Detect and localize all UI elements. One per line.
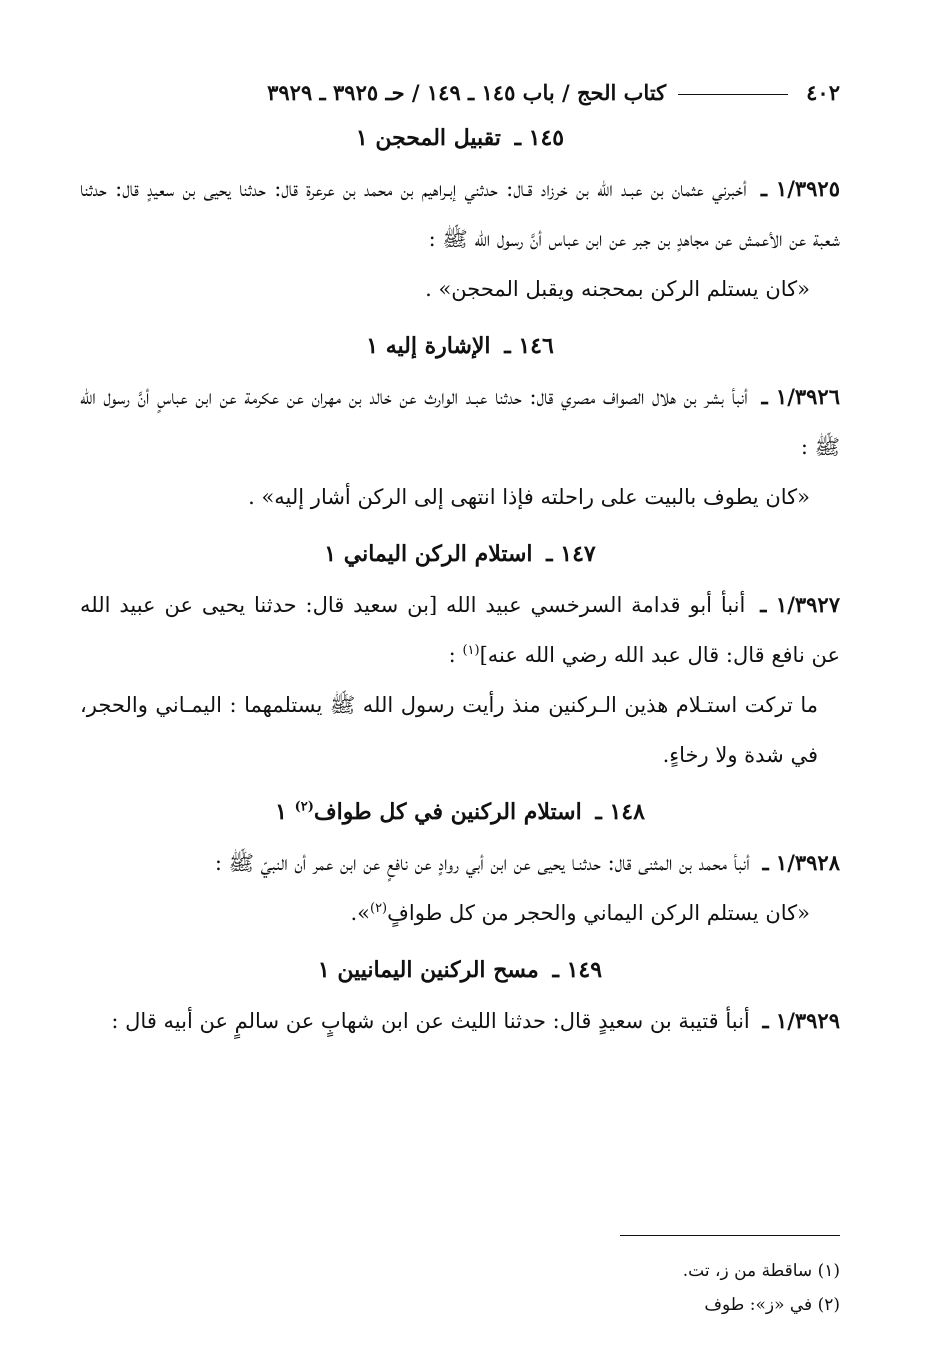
footnote-marker[interactable]: (٢) [294, 799, 314, 815]
footnote-2: (٢) في «ز»: طوف [704, 1295, 840, 1315]
hadith-isnad [80, 838, 840, 888]
hadith-matn: «كان يستلم الركن بمحجنه ويقبل المحجن» . [425, 277, 810, 301]
chapter-147 [80, 536, 840, 780]
page-number: ٤٠٢ [806, 79, 840, 105]
hadith-number: ١/٣٩٢٧ ـ [760, 592, 840, 617]
hadith-matn [80, 888, 810, 938]
footnote-separator [620, 1235, 840, 1236]
chapter-title-end: ١ [275, 799, 295, 825]
chapter-heading [80, 120, 840, 156]
isnad-end: : [448, 643, 463, 667]
hadith-isnad [80, 996, 840, 1046]
chapter-number: ١٤٨ ـ [595, 799, 645, 825]
chapter-number: ١٤٧ ـ [546, 541, 596, 567]
chapter-148 [80, 794, 840, 938]
chapter-title: مسح الركنين اليمانيين ١ [317, 957, 539, 983]
footnote-marker[interactable]: (١) [462, 643, 480, 658]
hadith-number: ١/٣٩٢٨ ـ [762, 850, 840, 875]
matn-end: ». [350, 901, 370, 925]
chapter-title: استلام الركن اليماني ١ [324, 541, 533, 567]
chapter-title: استلام الركنين في كل طواف [313, 799, 582, 825]
hadith-matn: ما تركت استـلام هذين الـركنين منذ رأيت رسول الله ﷺ يستلمهما : اليمـاني والحجر، في شدة ولا رخاءٍ. [80, 693, 818, 767]
chapter-149 [80, 952, 840, 1046]
hadith-isnad [80, 164, 840, 264]
chapter-145 [80, 120, 840, 314]
footnote-1: (١) ساقطة من ز، تت. [682, 1261, 840, 1281]
footnotes [80, 1254, 840, 1322]
isnad-text: أنبأ بشر بن هلال الصواف مصري قال: حدثنا عبـد الوارث عن خالد بن مهران عن عكرمة عن ابن عباسٍ أنَّ رسول الله ﷺ : [80, 385, 840, 459]
hadith-number: ١/٣٩٢٩ ـ [762, 1008, 840, 1033]
chapter-heading [80, 952, 840, 988]
matn-text: «كان يستلم الركن اليماني والحجر من كل طوافٍ [387, 901, 810, 925]
book-page [80, 0, 840, 1357]
chapter-number: ١٤٥ ـ [514, 125, 565, 151]
header-rule [678, 94, 788, 95]
isnad-text: أخبرني عثمان بن عبـد الله بن خرزاد قـال: حدثني إبـراهيم بن محمد بن عرعرة قال: حدثنا يحيى بن سعيدٍ قال: حدثنا شعبة عن الأعمش عن مجاهدٍ بن جبر عن ابن عباس أنَّ رسول الله ﷺ : [80, 177, 840, 251]
running-title: كتاب الحج / باب ١٤٥ ـ ١٤٩ / حـ ٣٩٢٥ ـ ٣٩٢٩ [267, 79, 667, 105]
hadith-matn: «كان يطوف بالبيت على راحلته فإذا انتهى إلى الركن أشار إليه» . [248, 485, 810, 509]
hadith-number: ١/٣٩٢٦ ـ [761, 384, 840, 409]
chapter-number: ١٤٦ ـ [504, 333, 554, 359]
chapter-title: تقبيل المحجن ١ [355, 125, 501, 151]
chapter-title: الإشارة إليه ١ [366, 333, 491, 359]
chapter-146 [80, 328, 840, 522]
hadith-isnad [80, 372, 840, 472]
chapter-number: ١٤٩ ـ [552, 957, 603, 983]
isnad-text: أنبأ محمد بن المثنى قال: حدثنـا يحيى عن ابن أبي روادٍ عن نافعٍ عن ابن عمر أن النبيّ ﷺ : [214, 851, 750, 875]
chapter-heading [80, 536, 840, 572]
isnad-text: أنبأ قتيبة بن سعيدٍ قال: حدثنا الليث عن ابن شهابٍ عن سالمٍ عن أبيه قال : [111, 1009, 750, 1033]
hadith-isnad [80, 580, 840, 680]
chapter-heading [80, 328, 840, 364]
hadith-number: ١/٣٩٢٥ ـ [760, 176, 840, 201]
isnad-text: أنبأ أبو قدامة السرخسي عبيد الله [بن سعيد قال: حدثنا يحيى عن عبيد الله عن نافع قال: قال عبد الله رضي الله عنه] [80, 593, 840, 667]
chapter-heading [80, 794, 840, 830]
page-content [80, 120, 840, 1054]
running-head [80, 74, 840, 110]
footnote-marker[interactable]: (٢) [369, 901, 388, 916]
